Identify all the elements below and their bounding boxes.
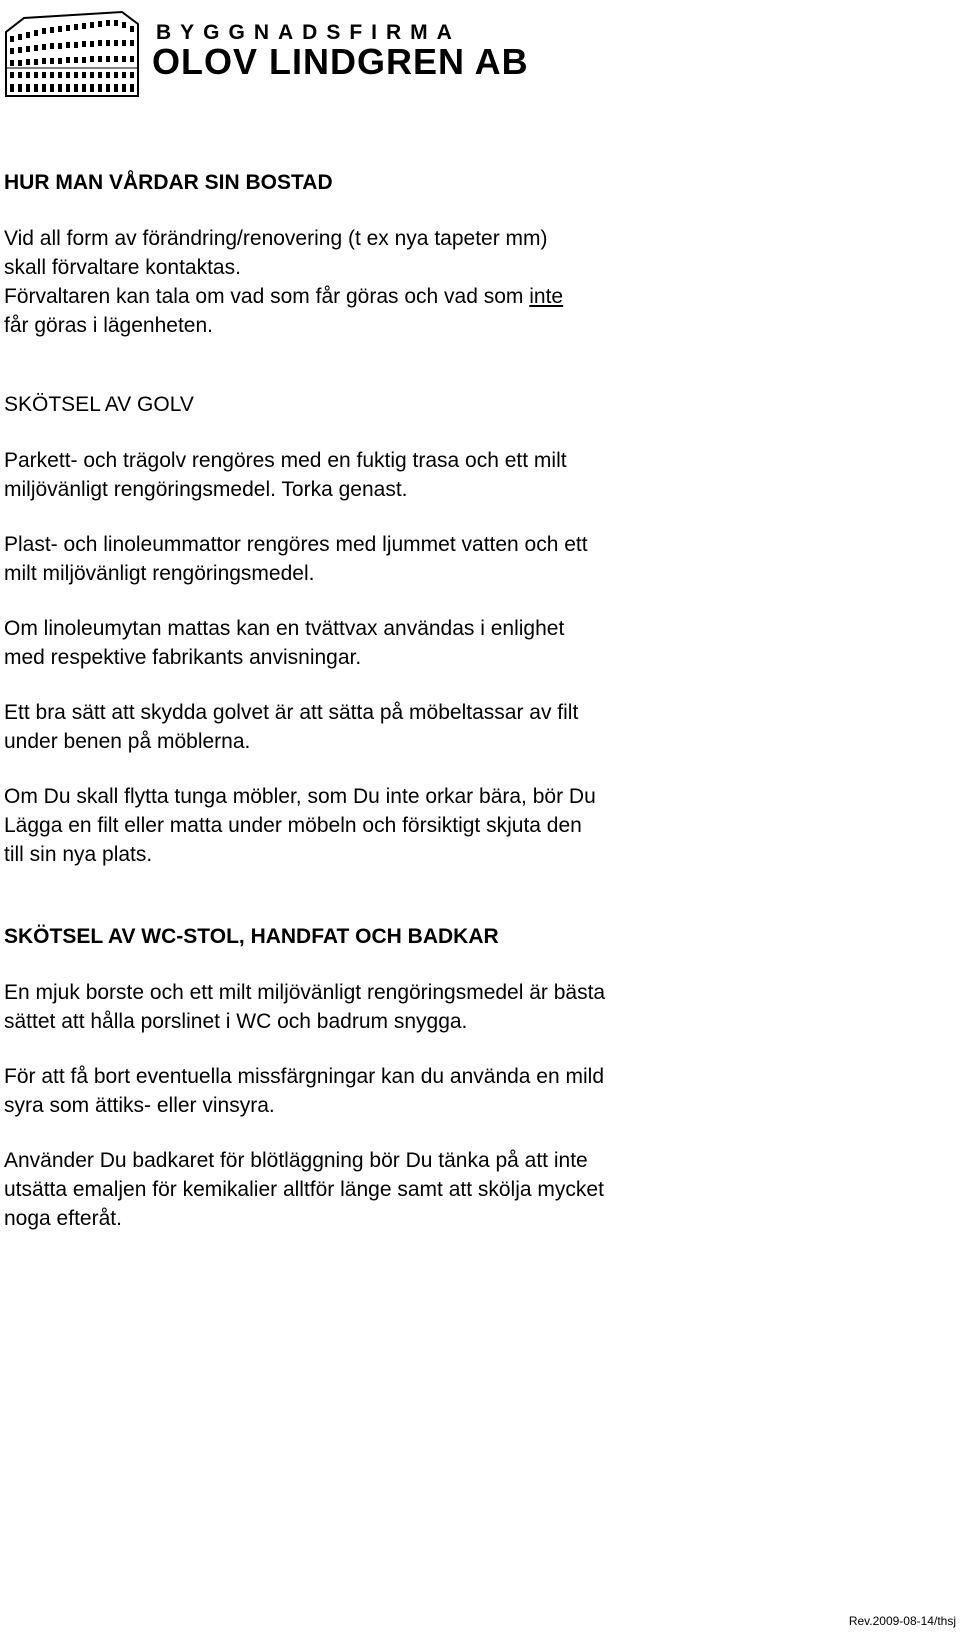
wc-p1-line1: En mjuk borste och ett milt miljövänligt rengöringsmedel är bästa — [4, 981, 606, 1004]
section-title-floor: SKÖTSEL AV GOLV — [4, 393, 194, 416]
intro-line-3-text: Förvaltaren kan tala om vad som får göras och vad som — [4, 285, 530, 308]
floor-p2-line1: Plast- och linoleummattor rengöres med ljummet vatten och ett — [4, 533, 588, 556]
floor-p3-line1: Om linoleumytan mattas kan en tvättvax användas i enlighet — [4, 617, 565, 640]
wc-p3-line2: utsätta emaljen för kemikalier alltför länge samt att skölja mycket — [4, 1178, 604, 1201]
company-name: OLOV LINDGREN AB — [152, 41, 529, 82]
floor-p4-line1: Ett bra sätt att skydda golvet är att sätta på möbeltassar av filt — [4, 701, 579, 724]
intro-emphasis: inte — [529, 285, 564, 308]
floor-p2-line2: milt miljövänligt rengöringsmedel. — [4, 562, 315, 585]
wc-p2-line2: syra som ättiks- eller vinsyra. — [4, 1094, 275, 1117]
section-title-wc: SKÖTSEL AV WC-STOL, HANDFAT OCH BADKAR — [4, 925, 499, 948]
letterhead — [0, 0, 960, 100]
floor-p1-line1: Parkett- och trägolv rengöres med en fuktig trasa och ett milt — [4, 449, 567, 472]
floor-p5-line1: Om Du skall flytta tunga möbler, som Du inte orkar bära, bör Du — [4, 785, 596, 808]
floor-p5-line2: Lägga en filt eller matta under möbeln och försiktigt skjuta den — [4, 814, 582, 837]
intro-line-1: Vid all form av förändring/renovering (t ex nya tapeter mm) — [4, 227, 548, 250]
floor-p3-line2: med respektive fabrikants anvisningar. — [4, 646, 362, 669]
floor-p4-line2: under benen på möblerna. — [4, 730, 251, 753]
company-tagline: BYGGNADSFIRMA — [156, 21, 461, 44]
wc-p2-line1: För att få bort eventuella missfärgningar kan du använda en mild — [4, 1065, 605, 1088]
wc-p3-line1: Använder Du badkaret för blötläggning bör Du tänka på att inte — [4, 1149, 588, 1172]
floor-p5-line3: till sin nya plats. — [4, 843, 153, 866]
floor-p1-line2: miljövänligt rengöringsmedel. Torka genast. — [4, 478, 408, 501]
intro-line-4: får göras i lägenheten. — [4, 314, 213, 337]
main-title: HUR MAN VÅRDAR SIN BOSTAD — [4, 171, 333, 194]
building-logo-icon — [4, 10, 140, 98]
wc-p1-line2: sättet att hålla porslinet i WC och badrum snygga. — [4, 1010, 468, 1033]
intro-line-2: skall förvaltare kontaktas. — [4, 256, 241, 279]
wc-p3-line3: noga efteråt. — [4, 1207, 122, 1230]
revision-note: Rev.2009-08-14/thsj — [848, 1614, 956, 1628]
intro-line-3 — [4, 282, 944, 311]
